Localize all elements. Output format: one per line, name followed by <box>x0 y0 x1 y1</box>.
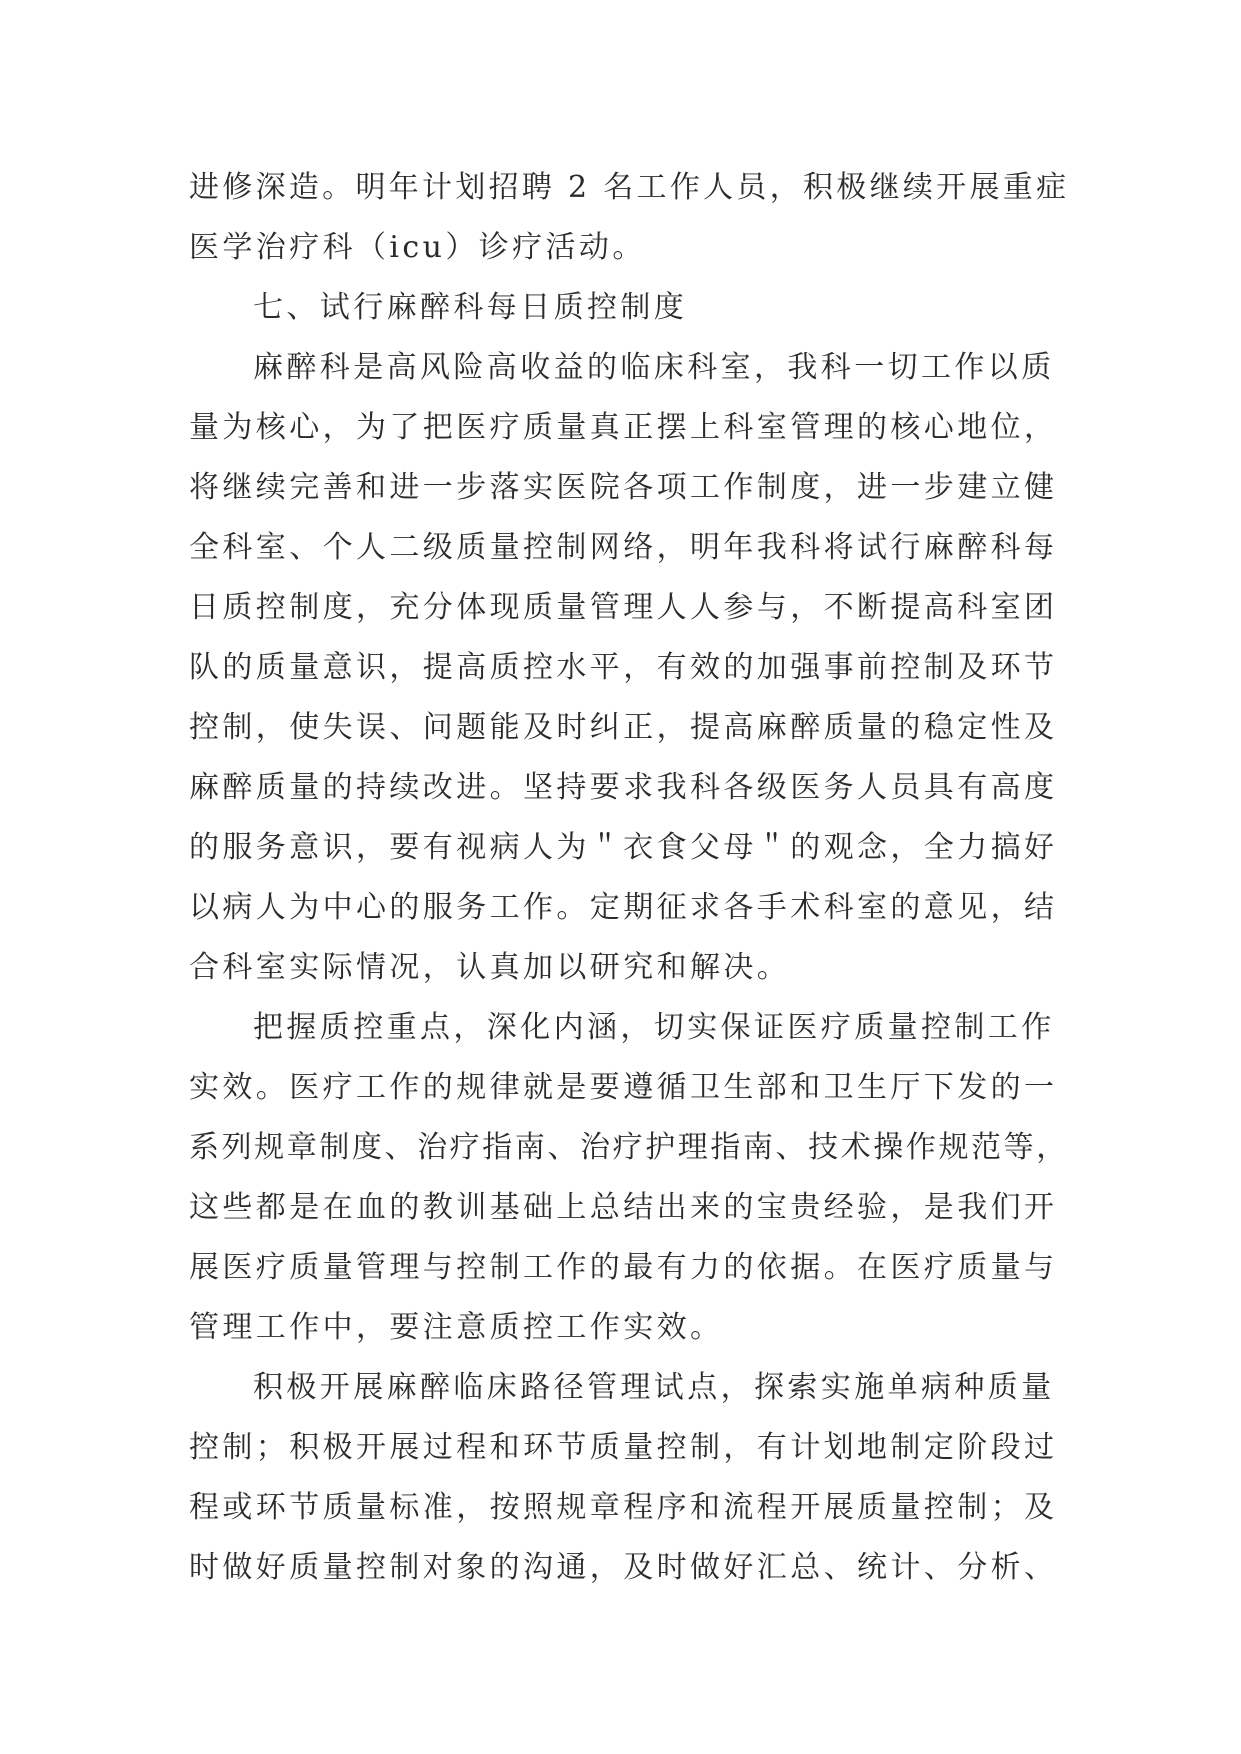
text-line: 的服务意识，要有视病人为＂衣食父母＂的观念，全力搞好 <box>189 830 1058 865</box>
text-line: 时做好质量控制对象的沟通，及时做好汇总、统计、分析、 <box>189 1550 1058 1585</box>
text-line: 管理工作中，要注意质控工作实效。 <box>189 1310 724 1345</box>
document-body <box>189 158 1069 1598</box>
text-line: 程或环节质量标准，按照规章程序和流程开展质量控制；及 <box>189 1490 1058 1525</box>
text-line: 将继续完善和进一步落实医院各项工作制度，进一步建立健 <box>189 470 1058 505</box>
text-line: 这些都是在血的教训基础上总结出来的宝贵经验，是我们开 <box>189 1190 1058 1225</box>
text-line: 以病人为中心的服务工作。定期征求各手术科室的意见，结 <box>189 890 1058 925</box>
text-line: 队的质量意识，提高质控水平，有效的加强事前控制及环节 <box>189 650 1058 685</box>
text-line: 积极开展麻醉临床路径管理试点，探索实施单病种质量 <box>253 1370 1055 1405</box>
text-line: 麻醉质量的持续改进。坚持要求我科各级医务人员具有高度 <box>189 770 1058 805</box>
text-line: 进修深造。明年计划招聘 2 名工作人员，积极继续开展重症 <box>189 170 1070 205</box>
text-line: 医学治疗科（icu）诊疗活动。 <box>189 230 646 265</box>
text-line: 日质控制度，充分体现质量管理人人参与，不断提高科室团 <box>189 590 1058 625</box>
text-line: 量为核心，为了把医疗质量真正摆上科室管理的核心地位， <box>189 410 1058 445</box>
text-line: 七、试行麻醉科每日质控制度 <box>253 290 688 325</box>
text-line: 控制，使失误、问题能及时纠正，提高麻醉质量的稳定性及 <box>189 710 1058 745</box>
text-line: 系列规章制度、治疗指南、治疗护理指南、技术操作规范等， <box>189 1130 1069 1165</box>
text-line: 把握质控重点，深化内涵，切实保证医疗质量控制工作 <box>253 1010 1055 1045</box>
text-line: 合科室实际情况，认真加以研究和解决。 <box>189 950 791 985</box>
text-line: 实效。医疗工作的规律就是要遵循卫生部和卫生厅下发的一 <box>189 1070 1058 1105</box>
text-line: 展医疗质量管理与控制工作的最有力的依据。在医疗质量与 <box>189 1250 1058 1285</box>
text-line: 麻醉科是高风险高收益的临床科室，我科一切工作以质 <box>253 350 1055 385</box>
text-line: 全科室、个人二级质量控制网络，明年我科将试行麻醉科每 <box>189 530 1058 565</box>
text-line: 控制；积极开展过程和环节质量控制，有计划地制定阶段过 <box>189 1430 1058 1465</box>
